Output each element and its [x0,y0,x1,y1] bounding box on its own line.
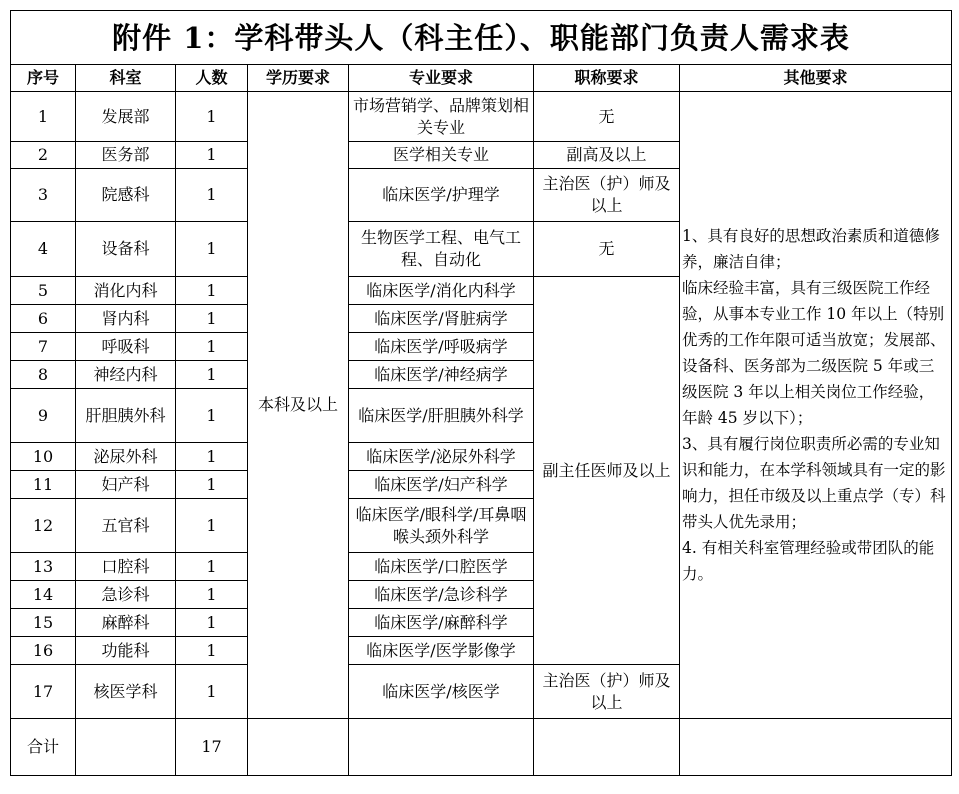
row-count: 1 [176,92,248,142]
row-no: 17 [11,665,76,719]
row-major: 临床医学/口腔医学 [349,553,534,581]
row-dept: 功能科 [76,637,176,665]
row-no: 2 [11,142,76,169]
row-major: 临床医学/护理学 [349,169,534,222]
row-no: 16 [11,637,76,665]
row-title: 主治医（护）师及以上 [534,169,680,222]
row-major: 临床医学/妇产科学 [349,471,534,499]
table-title: 附件 1：学科带头人（科主任）、职能部门负责人需求表 [11,11,952,65]
header-dept: 科室 [76,65,176,92]
row-major: 临床医学/眼科学/耳鼻咽喉头颈外科学 [349,499,534,553]
row-count: 1 [176,553,248,581]
header-other: 其他要求 [680,65,952,92]
requirements-table [10,10,952,776]
total-empty-cell [349,719,534,776]
row-count: 1 [176,333,248,361]
row-count: 1 [176,169,248,222]
header-title: 职称要求 [534,65,680,92]
row-count: 1 [176,609,248,637]
row-dept: 急诊科 [76,581,176,609]
header-count: 人数 [176,65,248,92]
row-dept: 核医学科 [76,665,176,719]
total-empty-cell [248,719,349,776]
row-count: 1 [176,665,248,719]
row-no: 11 [11,471,76,499]
total-empty-cell [76,719,176,776]
education-cell: 本科及以上 [248,92,349,719]
total-count: 17 [176,719,248,776]
row-no: 6 [11,305,76,333]
row-dept: 口腔科 [76,553,176,581]
other-requirements: 1、具有良好的思想政治素质和道德修养，廉洁自律； 临床经验丰富，具有三级医院工作经验，从事本专业工作 10 年以上（特别优秀的工作年限可适当放宽；发展部、设备科、医务部为二级医院 5 年或三级医院 3 年以上相关岗位工作经验，年龄 45 岁以下）； 3、具有履行岗位职责所必需的专业知识和能力，在本学科领域具有一定的影响力，担任市级及以上重点学（专）科带头人优先录用； 4. 有相关科室管理经验或带团队的能力。 [680,92,952,719]
row-no: 12 [11,499,76,553]
row-dept: 医务部 [76,142,176,169]
total-row [11,719,952,776]
row-no: 10 [11,443,76,471]
row-count: 1 [176,637,248,665]
row-count: 1 [176,222,248,277]
row-no: 4 [11,222,76,277]
row-no: 13 [11,553,76,581]
row-major: 临床医学/核医学 [349,665,534,719]
row-major: 市场营销学、品牌策划相关专业 [349,92,534,142]
total-empty-cell [534,719,680,776]
row-count: 1 [176,389,248,443]
row-title: 主治医（护）师及以上 [534,665,680,719]
row-major: 临床医学/急诊科学 [349,581,534,609]
row-major: 生物医学工程、电气工程、自动化 [349,222,534,277]
row-count: 1 [176,471,248,499]
row-dept: 发展部 [76,92,176,142]
header-major: 专业要求 [349,65,534,92]
row-title: 副高及以上 [534,142,680,169]
row-count: 1 [176,305,248,333]
row-count: 1 [176,499,248,553]
row-no: 5 [11,277,76,305]
row-dept: 泌尿外科 [76,443,176,471]
row-no: 9 [11,389,76,443]
row-dept: 神经内科 [76,361,176,389]
row-dept: 妇产科 [76,471,176,499]
row-dept: 五官科 [76,499,176,553]
header-no: 序号 [11,65,76,92]
header-row [11,65,952,92]
row-count: 1 [176,142,248,169]
header-education: 学历要求 [248,65,349,92]
row-count: 1 [176,581,248,609]
row-major: 临床医学/呼吸病学 [349,333,534,361]
row-major: 医学相关专业 [349,142,534,169]
row-no: 15 [11,609,76,637]
row-title: 无 [534,222,680,277]
row-count: 1 [176,443,248,471]
row-dept: 麻醉科 [76,609,176,637]
row-major: 临床医学/医学影像学 [349,637,534,665]
row-major: 临床医学/肝胆胰外科学 [349,389,534,443]
row-dept: 肾内科 [76,305,176,333]
row-count: 1 [176,277,248,305]
row-no: 1 [11,92,76,142]
row-major: 临床医学/麻醉科学 [349,609,534,637]
row-dept: 肝胆胰外科 [76,389,176,443]
row-dept: 设备科 [76,222,176,277]
total-label: 合计 [11,719,76,776]
row-title: 无 [534,92,680,142]
row-title: 副主任医师及以上 [534,277,680,665]
row-major: 临床医学/神经病学 [349,361,534,389]
row-count: 1 [176,361,248,389]
row-dept: 院感科 [76,169,176,222]
row-no: 7 [11,333,76,361]
row-dept: 消化内科 [76,277,176,305]
row-no: 8 [11,361,76,389]
row-no: 3 [11,169,76,222]
row-major: 临床医学/消化内科学 [349,277,534,305]
row-dept: 呼吸科 [76,333,176,361]
row-no: 14 [11,581,76,609]
row-major: 临床医学/肾脏病学 [349,305,534,333]
total-empty-cell [680,719,952,776]
table-row [11,92,952,142]
row-major: 临床医学/泌尿外科学 [349,443,534,471]
